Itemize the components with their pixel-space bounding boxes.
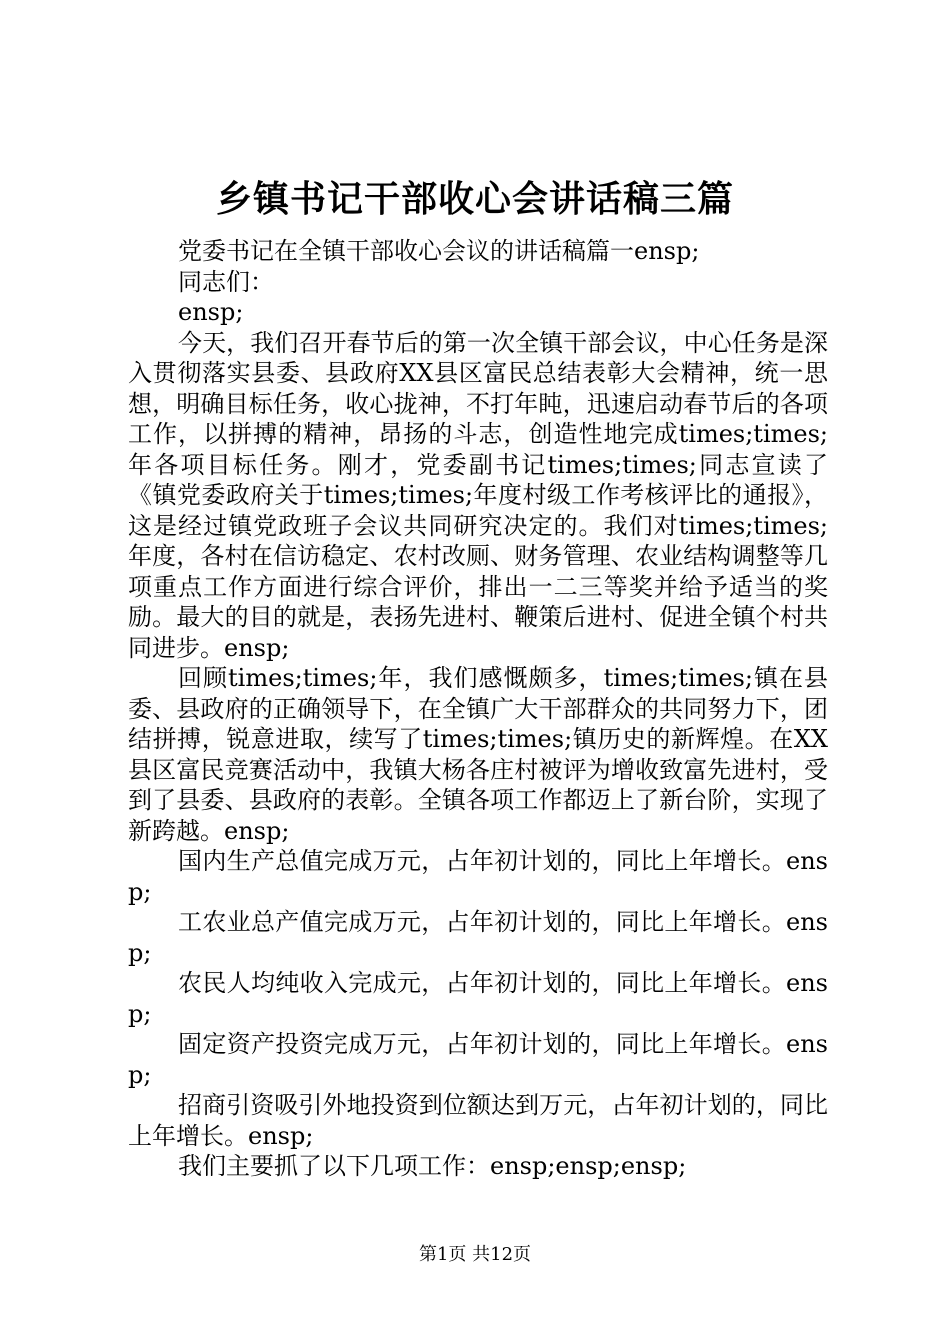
paragraph: 我们主要抓了以下几项工作：ensp;ensp;ensp;: [178, 1152, 687, 1180]
paragraph: 固定资产投资完成万元，占年初计划的，同比上年增长。ensp;: [128, 1030, 828, 1089]
paragraph: 回顾times;times;年，我们感慨颇多，times;times;镇在县委、县政府的正确领导下，在全镇广大干部群众的共同努力下，团结拼搏，锐意进取，续写了times;times;镇历史的新辉煌。在XX县区富民竞赛活动中，我镇大杨各庄村被评为增收致富先进村，受到了县委、县政府的表彰。全镇各项工作都迈上了新台阶，实现了新跨越。ensp;: [128, 664, 828, 845]
paragraph: 今天，我们召开春节后的第一次全镇干部会议，中心任务是深入贯彻落实县委、县政府XX县区富民总结表彰大会精神，统一思想，明确目标任务，收心拢神，不打年盹，迅速启动春节后的各项工作，以拼搏的精神，昂扬的斗志，创造性地完成times;times;年各项目标任务。刚才，党委副书记times;times;同志宣读了《镇党委政府关于times;times;年度村级工作考核评比的通报》，这是经过镇党政班子会议共同研究决定的。我们对times;times;年度，各村在信访稳定、农村改厕、财务管理、农业结构调整等几项重点工作方面进行综合评价，排出一二三等奖并给予适当的奖励。最大的目的就是，表扬先进村、鞭策后进村、促进全镇个村共同进步。ensp;: [128, 328, 828, 662]
paragraph: 同志们：: [178, 267, 274, 296]
paragraph: 招商引资吸引外地投资到位额达到万元，占年初计划的，同比上年增长。ensp;: [128, 1091, 828, 1150]
page-footer: 第1页 共12页: [418, 1244, 532, 1265]
paragraph: 党委书记在全镇干部收心会议的讲话稿篇一ensp;: [178, 237, 700, 265]
document-title: 乡镇书记干部收心会讲话稿三篇: [215, 178, 734, 220]
paragraph: 国内生产总值完成万元，占年初计划的，同比上年增长。ensp;: [128, 847, 828, 906]
document-body: [128, 236, 828, 1182]
paragraph: ensp;: [178, 298, 244, 326]
paragraph: 工农业总产值完成万元，占年初计划的，同比上年增长。ensp;: [128, 908, 828, 967]
paragraph: 农民人均纯收入完成元，占年初计划的，同比上年增长。ensp;: [128, 969, 828, 1028]
